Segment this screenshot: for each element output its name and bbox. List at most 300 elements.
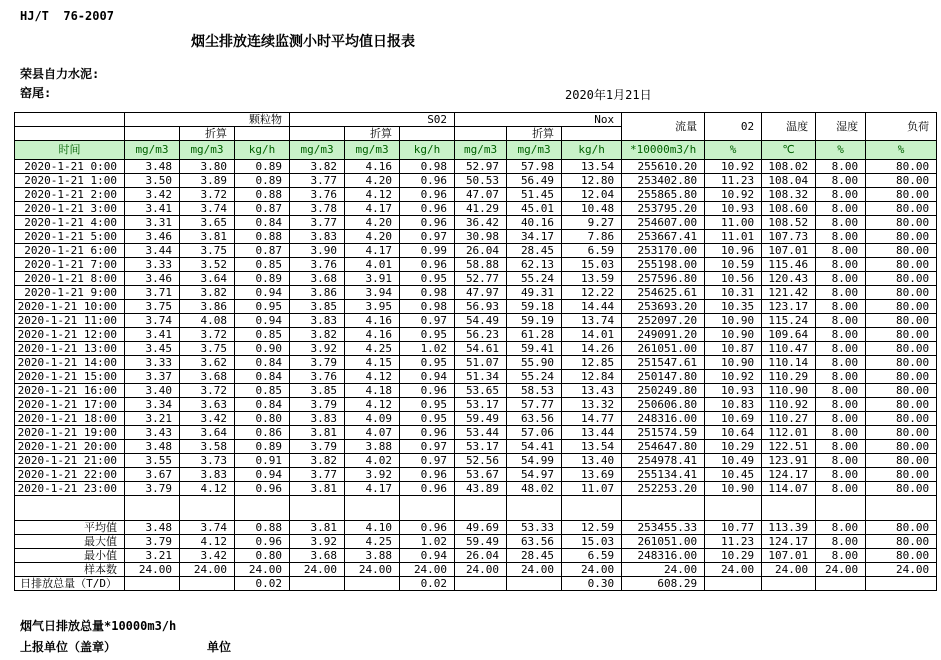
value-cell: 3.82	[290, 454, 345, 468]
value-cell: 0.88	[235, 188, 290, 202]
value-cell: 14.26	[562, 342, 622, 356]
value-cell: 120.43	[762, 272, 816, 286]
value-cell: 8.00	[816, 454, 866, 468]
value-cell: 10.83	[705, 398, 762, 412]
value-cell: 3.52	[180, 258, 235, 272]
empty-cell	[290, 127, 345, 141]
value-cell: 0.94	[235, 314, 290, 328]
value-cell: 3.80	[180, 160, 235, 174]
value-cell: 51.07	[455, 356, 507, 370]
value-cell	[290, 496, 345, 521]
row-label-cell: 2020-1-21 5:00	[15, 230, 125, 244]
unit-cell: %	[816, 141, 866, 160]
value-cell: 0.89	[235, 174, 290, 188]
value-cell: 11.23	[705, 535, 762, 549]
value-cell: 3.89	[180, 174, 235, 188]
value-cell: 63.56	[507, 535, 562, 549]
value-cell: 10.92	[705, 160, 762, 174]
value-cell: 3.92	[290, 342, 345, 356]
value-cell: 13.44	[562, 426, 622, 440]
value-cell: 0.96	[400, 468, 455, 482]
value-cell: 4.12	[345, 398, 400, 412]
value-cell: 80.00	[866, 188, 937, 202]
value-cell: 3.92	[290, 535, 345, 549]
value-cell: 10.45	[705, 468, 762, 482]
value-cell: 8.00	[816, 342, 866, 356]
value-cell: 53.17	[455, 398, 507, 412]
value-cell: 3.33	[125, 258, 180, 272]
table-row	[15, 426, 937, 440]
value-cell: 0.98	[400, 300, 455, 314]
value-cell: 253693.20	[622, 300, 705, 314]
value-cell: 253795.20	[622, 202, 705, 216]
row-label-cell: 平均值	[15, 521, 125, 535]
value-cell: 4.08	[180, 314, 235, 328]
value-cell: 3.79	[125, 535, 180, 549]
value-cell: 107.01	[762, 244, 816, 258]
value-cell: 0.96	[400, 384, 455, 398]
value-cell: 47.07	[455, 188, 507, 202]
value-cell: 13.59	[562, 272, 622, 286]
value-cell: 59.19	[507, 314, 562, 328]
value-cell: 8.00	[816, 230, 866, 244]
value-cell: 15.03	[562, 535, 622, 549]
value-cell: 10.90	[705, 314, 762, 328]
value-cell: 1.02	[400, 342, 455, 356]
row-label-cell: 2020-1-21 18:00	[15, 412, 125, 426]
value-cell: 0.99	[400, 244, 455, 258]
value-cell: 80.00	[866, 356, 937, 370]
value-cell: 80.00	[866, 549, 937, 563]
value-cell: 0.96	[400, 216, 455, 230]
value-cell: 10.90	[705, 328, 762, 342]
value-cell: 3.74	[180, 521, 235, 535]
value-cell: 3.58	[180, 440, 235, 454]
row-label-cell: 2020-1-21 13:00	[15, 342, 125, 356]
value-cell: 4.02	[345, 454, 400, 468]
value-cell: 0.94	[235, 286, 290, 300]
value-cell: 56.23	[455, 328, 507, 342]
value-cell: 40.16	[507, 216, 562, 230]
value-cell: 0.89	[235, 272, 290, 286]
value-cell: 6.59	[562, 549, 622, 563]
value-cell: 50.53	[455, 174, 507, 188]
table-row	[15, 286, 937, 300]
value-cell: 6.59	[562, 244, 622, 258]
table-row	[15, 412, 937, 426]
value-cell: 4.16	[345, 314, 400, 328]
value-cell: 3.33	[125, 356, 180, 370]
value-cell: 4.16	[345, 160, 400, 174]
report-date: 2020年1月21日	[565, 88, 652, 102]
col-flow: 流量	[622, 113, 705, 141]
value-cell: 4.12	[345, 370, 400, 384]
value-cell: 3.55	[125, 454, 180, 468]
value-cell: 113.39	[762, 521, 816, 535]
value-cell: 4.09	[345, 412, 400, 426]
value-cell: 4.25	[345, 342, 400, 356]
value-cell: 80.00	[866, 412, 937, 426]
value-cell: 3.67	[125, 468, 180, 482]
value-cell: 80.00	[866, 398, 937, 412]
value-cell: 48.02	[507, 482, 562, 496]
value-cell: 8.00	[816, 468, 866, 482]
report-unit-label: 上报单位（盖章）	[20, 640, 117, 654]
value-cell	[622, 496, 705, 521]
value-cell: 41.29	[455, 202, 507, 216]
value-cell: 0.94	[400, 370, 455, 384]
value-cell: 12.80	[562, 174, 622, 188]
row-label-cell: 2020-1-21 0:00	[15, 160, 125, 174]
value-cell: 4.16	[345, 328, 400, 342]
value-cell: 107.01	[762, 549, 816, 563]
row-label-cell: 2020-1-21 1:00	[15, 174, 125, 188]
value-cell: 24.00	[622, 563, 705, 577]
value-cell: 0.96	[400, 521, 455, 535]
value-cell: 3.41	[125, 202, 180, 216]
value-cell: 0.95	[400, 412, 455, 426]
col-load: 负荷	[866, 113, 937, 141]
value-cell: 12.84	[562, 370, 622, 384]
unit-cell: mg/m3	[290, 141, 345, 160]
table-row	[15, 174, 937, 188]
value-cell: 0.02	[400, 577, 455, 591]
value-cell: 14.77	[562, 412, 622, 426]
value-cell: 4.12	[345, 188, 400, 202]
value-cell: 53.67	[455, 468, 507, 482]
table-row	[15, 230, 937, 244]
value-cell	[455, 577, 507, 591]
value-cell: 11.07	[562, 482, 622, 496]
value-cell: 3.88	[345, 549, 400, 563]
row-label-cell: 2020-1-21 17:00	[15, 398, 125, 412]
col-humidity: 湿度	[816, 113, 866, 141]
value-cell: 10.35	[705, 300, 762, 314]
row-label-cell: 2020-1-21 20:00	[15, 440, 125, 454]
value-cell: 10.90	[705, 482, 762, 496]
value-cell: 0.97	[400, 230, 455, 244]
value-cell: 110.27	[762, 412, 816, 426]
summary-row	[15, 549, 937, 563]
value-cell: 4.17	[345, 244, 400, 258]
value-cell	[866, 496, 937, 521]
value-cell: 254978.41	[622, 454, 705, 468]
value-cell: 248316.00	[622, 549, 705, 563]
converted-label: 折算	[180, 127, 235, 141]
value-cell: 0.97	[400, 440, 455, 454]
value-cell: 3.75	[180, 244, 235, 258]
value-cell	[762, 577, 816, 591]
value-cell: 63.56	[507, 412, 562, 426]
value-cell: 53.17	[455, 440, 507, 454]
value-cell: 3.64	[180, 426, 235, 440]
standard-code: HJ/T 76-2007	[20, 9, 114, 23]
value-cell: 8.00	[816, 286, 866, 300]
value-cell: 54.97	[507, 468, 562, 482]
row-label-cell: 2020-1-21 3:00	[15, 202, 125, 216]
value-cell: 12.59	[562, 521, 622, 535]
value-cell: 59.41	[507, 342, 562, 356]
value-cell: 10.48	[562, 202, 622, 216]
value-cell: 10.92	[705, 370, 762, 384]
value-cell: 24.00	[705, 563, 762, 577]
value-cell: 3.85	[290, 384, 345, 398]
unit-cell: mg/m3	[125, 141, 180, 160]
value-cell: 8.00	[816, 398, 866, 412]
value-cell	[816, 496, 866, 521]
value-cell: 114.07	[762, 482, 816, 496]
row-label-cell: 2020-1-21 9:00	[15, 286, 125, 300]
value-cell: 3.48	[125, 160, 180, 174]
value-cell: 80.00	[866, 286, 937, 300]
value-cell: 0.98	[400, 286, 455, 300]
value-cell: 30.98	[455, 230, 507, 244]
value-cell: 8.00	[816, 202, 866, 216]
value-cell: 10.90	[705, 356, 762, 370]
value-cell: 34.17	[507, 230, 562, 244]
value-cell: 0.02	[235, 577, 290, 591]
value-cell: 608.29	[622, 577, 705, 591]
value-cell: 3.77	[290, 174, 345, 188]
value-cell: 110.92	[762, 398, 816, 412]
value-cell: 8.00	[816, 426, 866, 440]
value-cell: 3.62	[180, 356, 235, 370]
value-cell: 115.24	[762, 314, 816, 328]
monitoring-table	[14, 112, 937, 591]
col-o2: 02	[705, 113, 762, 141]
value-cell: 80.00	[866, 328, 937, 342]
value-cell: 3.46	[125, 272, 180, 286]
value-cell: 58.53	[507, 384, 562, 398]
value-cell: 10.92	[705, 188, 762, 202]
value-cell: 28.45	[507, 549, 562, 563]
value-cell: 3.37	[125, 370, 180, 384]
empty-cell	[562, 127, 622, 141]
table-row	[15, 370, 937, 384]
group-header-row	[15, 113, 937, 127]
table-row	[15, 398, 937, 412]
value-cell: 13.40	[562, 454, 622, 468]
value-cell: 4.18	[345, 384, 400, 398]
value-cell: 26.04	[455, 244, 507, 258]
value-cell: 49.31	[507, 286, 562, 300]
value-cell: 109.64	[762, 328, 816, 342]
value-cell: 13.32	[562, 398, 622, 412]
value-cell: 249091.20	[622, 328, 705, 342]
value-cell: 58.88	[455, 258, 507, 272]
value-cell: 3.43	[125, 426, 180, 440]
value-cell: 80.00	[866, 454, 937, 468]
row-label-cell: 最小值	[15, 549, 125, 563]
value-cell	[125, 496, 180, 521]
unit-cell: kg/h	[562, 141, 622, 160]
value-cell: 253402.80	[622, 174, 705, 188]
time-header: 时间	[15, 141, 125, 160]
value-cell: 80.00	[866, 272, 937, 286]
value-cell: 3.44	[125, 244, 180, 258]
value-cell: 3.83	[180, 468, 235, 482]
value-cell: 0.87	[235, 244, 290, 258]
value-cell: 250606.80	[622, 398, 705, 412]
value-cell: 57.06	[507, 426, 562, 440]
value-cell: 0.98	[400, 160, 455, 174]
daily-total-row	[15, 577, 937, 591]
value-cell: 51.34	[455, 370, 507, 384]
value-cell: 13.74	[562, 314, 622, 328]
value-cell: 124.17	[762, 468, 816, 482]
value-cell: 10.64	[705, 426, 762, 440]
value-cell: 0.85	[235, 328, 290, 342]
value-cell: 80.00	[866, 202, 937, 216]
value-cell: 122.51	[762, 440, 816, 454]
value-cell: 251574.59	[622, 426, 705, 440]
value-cell: 3.41	[125, 328, 180, 342]
value-cell	[290, 577, 345, 591]
table-row	[15, 356, 937, 370]
row-label-cell: 2020-1-21 19:00	[15, 426, 125, 440]
value-cell: 3.40	[125, 384, 180, 398]
value-cell: 3.78	[290, 202, 345, 216]
value-cell: 3.92	[345, 468, 400, 482]
value-cell: 52.77	[455, 272, 507, 286]
value-cell: 12.85	[562, 356, 622, 370]
value-cell: 11.00	[705, 216, 762, 230]
table-row	[15, 160, 937, 174]
value-cell: 59.49	[455, 535, 507, 549]
converted-label: 折算	[507, 127, 562, 141]
value-cell: 3.31	[125, 216, 180, 230]
value-cell: 0.89	[235, 160, 290, 174]
value-cell: 13.43	[562, 384, 622, 398]
value-cell: 4.15	[345, 356, 400, 370]
row-label-cell: 2020-1-21 6:00	[15, 244, 125, 258]
table-row	[15, 202, 937, 216]
value-cell: 10.69	[705, 412, 762, 426]
value-cell: 24.00	[345, 563, 400, 577]
table-row	[15, 342, 937, 356]
value-cell: 24.00	[290, 563, 345, 577]
value-cell: 261051.00	[622, 342, 705, 356]
group-so2: S02	[290, 113, 455, 127]
value-cell: 10.49	[705, 454, 762, 468]
row-label-cell	[15, 496, 125, 521]
value-cell: 3.88	[345, 440, 400, 454]
value-cell: 80.00	[866, 258, 937, 272]
value-cell: 47.97	[455, 286, 507, 300]
value-cell: 3.81	[290, 521, 345, 535]
value-cell: 0.96	[400, 174, 455, 188]
value-cell: 55.24	[507, 370, 562, 384]
value-cell: 0.97	[400, 454, 455, 468]
value-cell: 3.81	[290, 482, 345, 496]
value-cell: 255610.20	[622, 160, 705, 174]
value-cell: 3.86	[290, 286, 345, 300]
value-cell: 80.00	[866, 468, 937, 482]
value-cell: 254625.61	[622, 286, 705, 300]
value-cell: 8.00	[816, 258, 866, 272]
value-cell: 8.00	[816, 160, 866, 174]
value-cell: 3.83	[290, 412, 345, 426]
value-cell: 52.56	[455, 454, 507, 468]
value-cell: 9.27	[562, 216, 622, 230]
summary-row	[15, 535, 937, 549]
value-cell: 24.00	[562, 563, 622, 577]
table-row	[15, 314, 937, 328]
value-cell: 45.01	[507, 202, 562, 216]
value-cell: 3.42	[125, 188, 180, 202]
value-cell: 3.50	[125, 174, 180, 188]
row-label-cell: 2020-1-21 10:00	[15, 300, 125, 314]
value-cell: 0.85	[235, 384, 290, 398]
row-label-cell: 最大值	[15, 535, 125, 549]
value-cell: 3.82	[290, 160, 345, 174]
empty-cell	[235, 127, 290, 141]
value-cell: 11.01	[705, 230, 762, 244]
value-cell: 8.00	[816, 272, 866, 286]
value-cell: 253455.33	[622, 521, 705, 535]
value-cell: 3.68	[290, 272, 345, 286]
value-cell: 4.20	[345, 174, 400, 188]
row-label-cell: 2020-1-21 12:00	[15, 328, 125, 342]
value-cell: 3.79	[290, 398, 345, 412]
value-cell: 3.48	[125, 440, 180, 454]
unit-cell: mg/m3	[455, 141, 507, 160]
value-cell: 112.01	[762, 426, 816, 440]
value-cell: 54.49	[455, 314, 507, 328]
value-cell: 80.00	[866, 482, 937, 496]
value-cell: 3.85	[290, 300, 345, 314]
value-cell: 1.02	[400, 535, 455, 549]
value-cell: 252253.20	[622, 482, 705, 496]
value-cell: 3.81	[180, 230, 235, 244]
summary-row	[15, 521, 937, 535]
table-row	[15, 468, 937, 482]
value-cell: 3.48	[125, 521, 180, 535]
value-cell	[345, 496, 400, 521]
value-cell: 80.00	[866, 342, 937, 356]
value-cell: 3.76	[290, 370, 345, 384]
value-cell: 10.77	[705, 521, 762, 535]
row-label-cell: 2020-1-21 16:00	[15, 384, 125, 398]
value-cell: 0.96	[235, 535, 290, 549]
value-cell: 3.83	[290, 314, 345, 328]
value-cell: 253170.00	[622, 244, 705, 258]
value-cell: 10.56	[705, 272, 762, 286]
value-cell: 8.00	[816, 412, 866, 426]
unit-cell: kg/h	[400, 141, 455, 160]
value-cell	[762, 496, 816, 521]
value-cell: 4.20	[345, 216, 400, 230]
value-cell: 24.00	[400, 563, 455, 577]
value-cell: 26.04	[455, 549, 507, 563]
empty-cell	[455, 127, 507, 141]
value-cell: 0.88	[235, 230, 290, 244]
value-cell: 8.00	[816, 482, 866, 496]
unit-cell: %	[866, 141, 937, 160]
value-cell: 251547.61	[622, 356, 705, 370]
value-cell: 0.97	[400, 314, 455, 328]
value-cell: 4.01	[345, 258, 400, 272]
value-cell: 3.82	[290, 328, 345, 342]
table-row	[15, 328, 937, 342]
value-cell: 80.00	[866, 216, 937, 230]
value-cell: 0.91	[235, 454, 290, 468]
value-cell: 3.45	[125, 342, 180, 356]
value-cell: 56.49	[507, 174, 562, 188]
value-cell: 3.21	[125, 549, 180, 563]
unit-label: 单位	[207, 640, 232, 654]
value-cell: 80.00	[866, 370, 937, 384]
